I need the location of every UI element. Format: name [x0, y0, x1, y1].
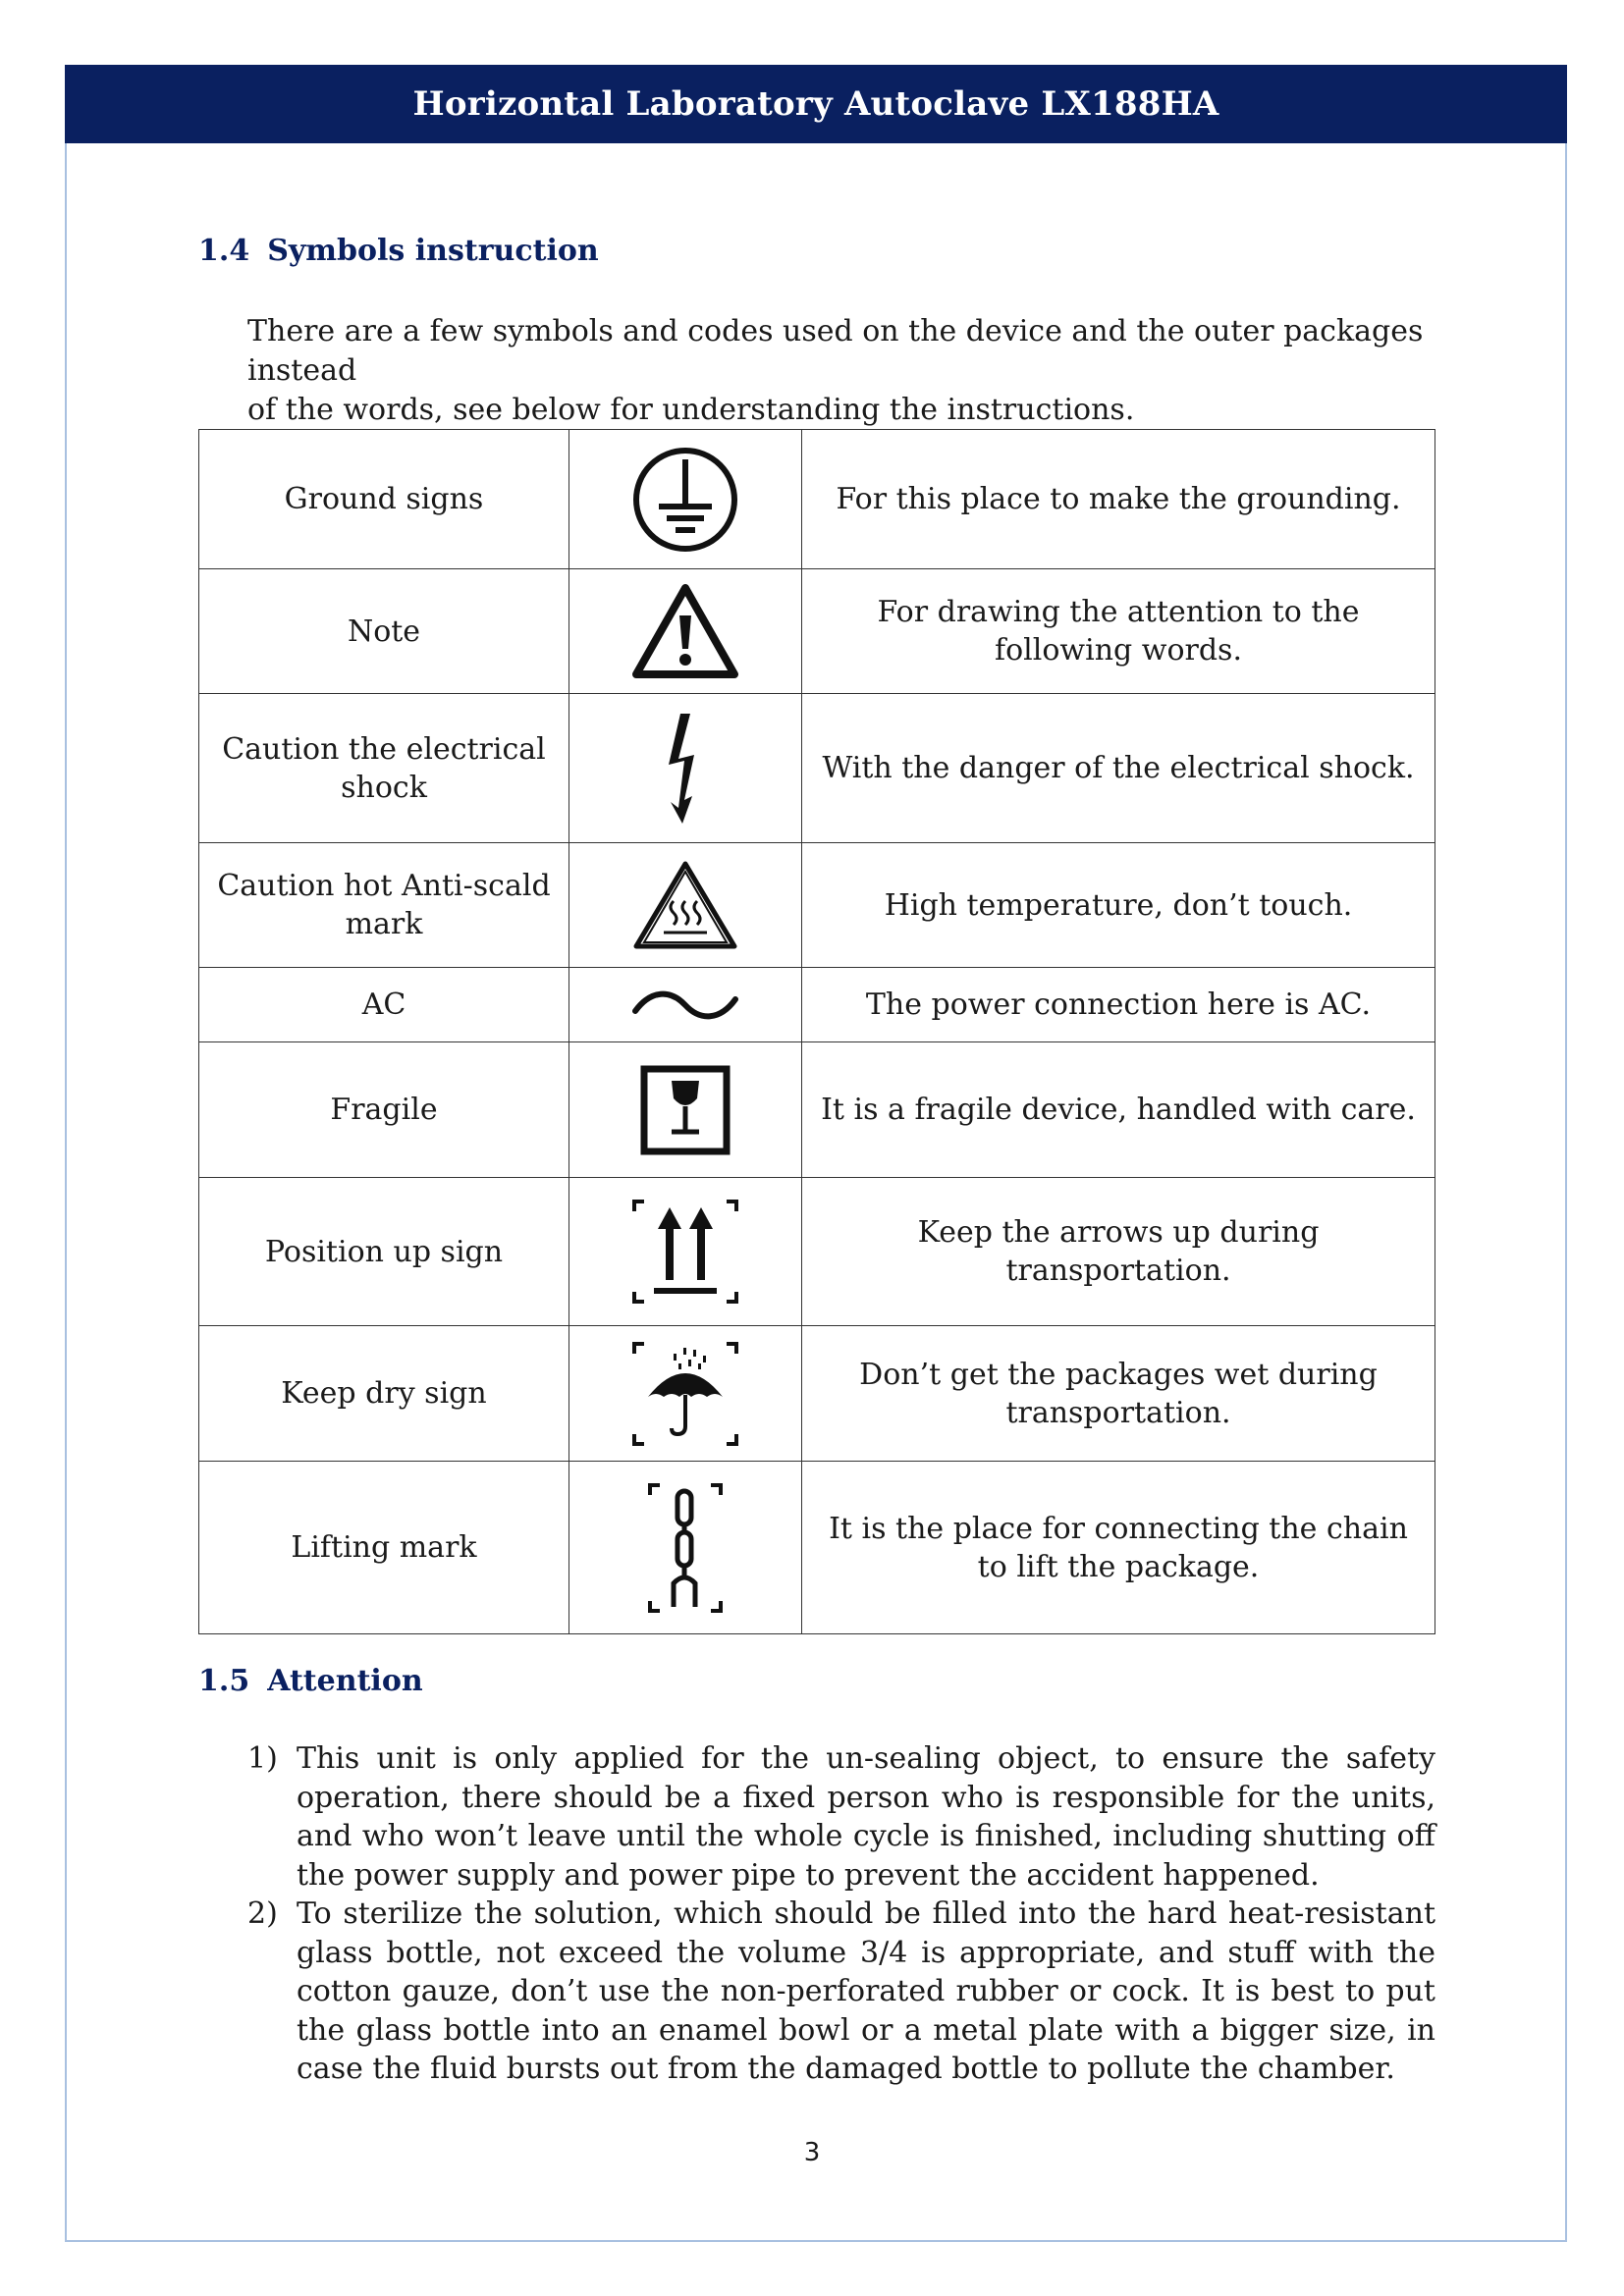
- table-row: [199, 1178, 1435, 1326]
- intro-line: There are a few symbols and codes used on the device and the outer packages instead: [247, 314, 1424, 388]
- symbol-name: Lifting mark: [199, 1462, 569, 1634]
- chain-icon: [569, 1462, 802, 1634]
- ac-wave-icon: [569, 968, 802, 1042]
- table-row: [199, 1462, 1435, 1634]
- table-row: [199, 843, 1435, 968]
- symbol-description: High temperature, don’t touch.: [802, 843, 1435, 968]
- list-item-text: This unit is only applied for the un-sealing object, to ensure the safety operation, there should be a fixed person who is responsible for the units, and who won’t leave until the whole cycle is finished, including shutting off the power supply and power pipe to prevent the accident happened.: [297, 1741, 1435, 1893]
- list-item: [247, 1895, 1435, 2089]
- section-heading-symbols: [198, 234, 599, 268]
- document-title: Horizontal Laboratory Autoclave LX188HA: [412, 84, 1219, 124]
- symbol-description: Keep the arrows up during transportation.: [802, 1178, 1435, 1326]
- section-heading-attention: [198, 1664, 423, 1698]
- ground-icon: [569, 430, 802, 569]
- list-item: [247, 1739, 1435, 1895]
- table-row: [199, 1326, 1435, 1462]
- symbol-name: AC: [199, 968, 569, 1042]
- section-title: Attention: [267, 1664, 423, 1698]
- lightning-bolt-icon: [569, 694, 802, 843]
- section-title: Symbols instruction: [267, 234, 599, 268]
- symbol-name: Position up sign: [199, 1178, 569, 1326]
- table-row: [199, 569, 1435, 694]
- symbol-description: It is a fragile device, handled with care.: [802, 1042, 1435, 1178]
- list-item-text: To sterilize the solution, which should be filled into the hard heat-resistant glass bottle, not exceed the volume 3/4 is appropriate, and stuff with the cotton gauze, don’t use the non-perforated rubber or cock. It is best to put the glass bottle into an enamel bowl or a metal plate with a bigger size, in case the fluid bursts out from the damaged bottle to pollute the chamber.: [297, 1896, 1435, 2086]
- intro-line: of the words, see below for understanding the instructions.: [247, 393, 1135, 427]
- document-header: [65, 65, 1567, 143]
- symbols-table: [198, 429, 1435, 1634]
- symbol-description: The power connection here is AC.: [802, 968, 1435, 1042]
- table-row: [199, 1042, 1435, 1178]
- symbol-description: For drawing the attention to the following words.: [802, 569, 1435, 694]
- symbol-name: Note: [199, 569, 569, 694]
- symbol-description: For this place to make the grounding.: [802, 430, 1435, 569]
- symbol-description: It is the place for connecting the chain to lift the package.: [802, 1462, 1435, 1634]
- table-row: [199, 430, 1435, 569]
- list-marker: 1): [247, 1741, 278, 1776]
- hot-surface-icon: [569, 843, 802, 968]
- symbol-name: Ground signs: [199, 430, 569, 569]
- page-number: 3: [803, 2138, 821, 2167]
- this-way-up-icon: [569, 1178, 802, 1326]
- warning-triangle-icon: [569, 569, 802, 694]
- section-number: 1.4: [198, 234, 250, 268]
- section-number: 1.5: [198, 1664, 250, 1698]
- umbrella-icon: [569, 1326, 802, 1462]
- symbol-name: Caution the electrical shock: [199, 694, 569, 843]
- symbol-name: Keep dry sign: [199, 1326, 569, 1462]
- symbol-description: With the danger of the electrical shock.: [802, 694, 1435, 843]
- intro-paragraph: [247, 312, 1435, 430]
- table-row: [199, 968, 1435, 1042]
- symbol-name: Fragile: [199, 1042, 569, 1178]
- fragile-glass-icon: [569, 1042, 802, 1178]
- attention-list: [247, 1739, 1435, 2089]
- list-marker: 2): [247, 1896, 278, 1931]
- symbol-description: Don’t get the packages wet during transportation.: [802, 1326, 1435, 1462]
- symbol-name: Caution hot Anti-scald mark: [199, 843, 569, 968]
- table-row: [199, 694, 1435, 843]
